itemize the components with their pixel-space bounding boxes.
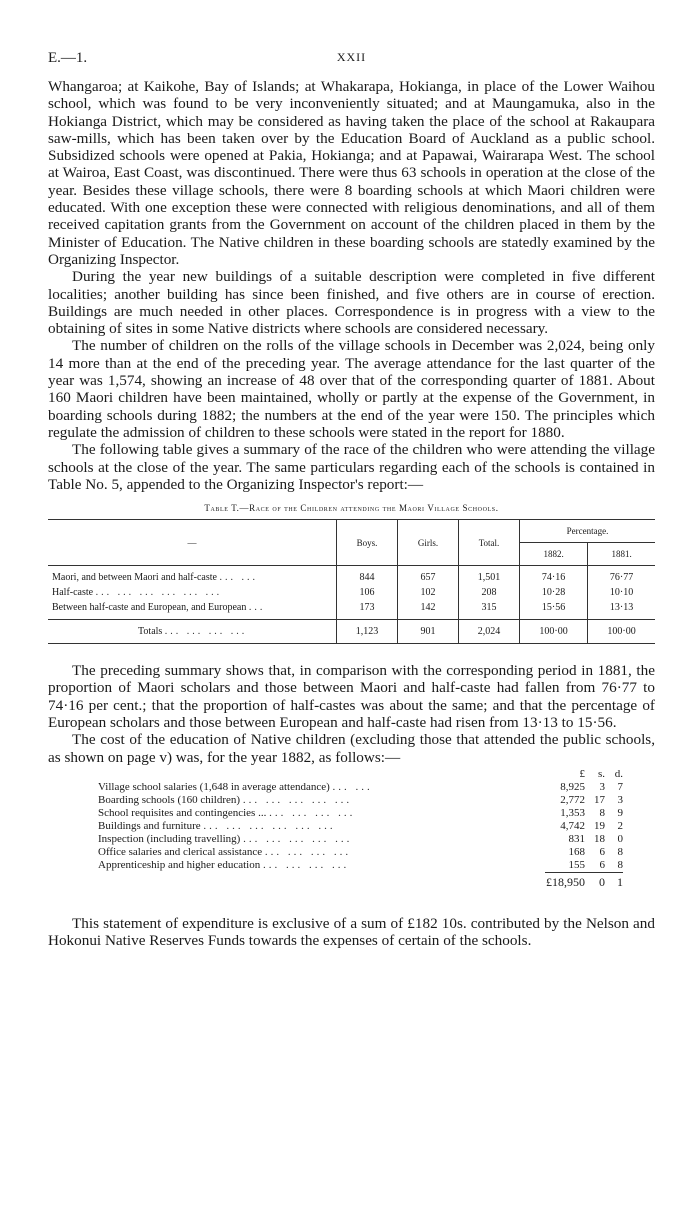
cost-item: Office salaries and clerical assistance: [98, 845, 263, 858]
cost-shillings: 19: [594, 819, 605, 832]
paragraph-1: Whangaroa; at Kaikohe, Bay of Islands; at Whakarapa, Hokianga, in place of the Lower Waihou school, which was found to be very inconveniently situated; and at Maungamuka, also in the Hokianga District, which may be considered as having taken the place of the school at Rakaupara saw-mills, which has been taken over by the Education Board of Auckland as a public school. Subsidized schools were opened at Pakia, Hokianga; and at Papawai, Wairarapa West. The school at Wairoa, East Coast, was discontinued. There were thus 63 schools in operation at the close of the year. Besides these village schools, there were 8 boarding schools at which Maori children were educated. With one exception these were connected with religious denominations, and all of them received capitation grants from the Government on account of the children placed in them by the Minister of Education. The Native children in these boarding schools are statedly examined by the Organizing Inspector.: [48, 78, 655, 268]
cost-units-row: [98, 768, 623, 781]
total-1881: 100·00: [588, 620, 655, 644]
cell-total: 1,501: [459, 566, 520, 586]
header-blank: —: [48, 520, 337, 566]
cost-item: Buildings and furniture: [98, 819, 201, 832]
unit-pence: d.: [614, 767, 623, 780]
cost-table: [98, 768, 623, 889]
cost-pounds: 168: [568, 845, 585, 858]
cost-pence: 0: [617, 832, 623, 845]
cost-total-shillings: 0: [585, 872, 605, 889]
header-1882: 1882.: [520, 543, 588, 566]
cost-item: Inspection (including travelling): [98, 832, 241, 845]
cell-1881: 13·13: [588, 600, 655, 620]
cost-shillings: 18: [594, 832, 605, 845]
header-percentage: Percentage.: [520, 520, 656, 543]
race-table: [48, 519, 655, 644]
paragraph-3: The number of children on the rolls of the village schools in December was 2,024, being only 14 more than at the end of the preceding year. The average attendance for the last quarter of the year was 1,574, showing an increase of 48 over that of the corresponding quarter of 1881. About 160 Maori children have been maintained, wholly or partly at the expense of the Government, in boarding schools during 1882; the numbers at the end of the year were 150. The principles which regulate the admission of children to these schools were stated in the report for 1880.: [48, 337, 655, 441]
paragraph-5: The preceding summary shows that, in comparison with the corresponding period in 1881, the proportion of Maori scholars and those between Maori and half-caste had fallen from 76·77 to 74·16 per cent.; that the proportion of half-castes was about the same; and that the percentage of European scholars and those between European and half-caste had risen from 13·13 to 15·56.: [48, 662, 655, 732]
cost-shillings: 8: [599, 806, 605, 819]
header-boys: Boys.: [337, 520, 398, 566]
unit-shillings: s.: [597, 767, 605, 780]
cost-item: Apprenticeship and higher education: [98, 859, 261, 872]
cost-pounds: 155: [568, 858, 585, 871]
cost-row: Boarding schools (160 children) ... ... ... ... ... 2,772 17 3: [98, 793, 623, 806]
cost-item: Village school salaries (1,648 in average attendance): [98, 780, 330, 793]
cost-item: School requisites and contingencies ...: [98, 806, 267, 819]
cost-pence: 2: [617, 819, 623, 832]
totals-label: Totals: [138, 626, 163, 638]
cell-boys: 173: [337, 600, 398, 620]
cost-pence: 3: [617, 793, 623, 806]
cost-total-pence: 1: [605, 872, 623, 889]
cost-row: Buildings and furniture ... ... ... ... ... ... 4,742 19 2: [98, 819, 623, 832]
row-label: Maori, and between Maori and half-caste: [52, 572, 217, 584]
cost-pence: 8: [617, 858, 623, 871]
section-code: E.—1.: [48, 50, 88, 66]
cell-girls: 102: [398, 585, 459, 600]
closing-paragraph: This statement of expenditure is exclusive of a sum of £182 10s. contributed by the Nelson and Hokonui Native Reserves Funds towards the expenses of certain of the schools.: [48, 914, 655, 950]
cell-girls: 142: [398, 600, 459, 620]
cost-row: Village school salaries (1,648 in average attendance) ... ... 8,925 3 7: [98, 780, 623, 793]
cost-pounds: 831: [568, 832, 585, 845]
cell-1882: 74·16: [520, 566, 588, 586]
cost-pence: 9: [617, 806, 623, 819]
race-table-title: Table T.—Race of the Children attending the Maori Village Schools.: [204, 503, 499, 514]
cost-pounds: 2,772: [560, 793, 585, 806]
cost-row: Apprenticeship and higher education ... ... ... ... 155 6 8: [98, 858, 623, 872]
cost-shillings: 6: [599, 845, 605, 858]
cost-pounds: 1,353: [560, 806, 585, 819]
total-1882: 100·00: [520, 620, 588, 644]
cell-1881: 76·77: [588, 566, 655, 586]
document-page: [48, 50, 655, 950]
cost-total-row: [98, 872, 623, 889]
table-row: Maori, and between Maori and half-caste ... ... 844 657 1,501 74·16 76·77: [48, 566, 655, 586]
cell-1882: 15·56: [520, 600, 588, 620]
totals-row: Totals ... ... ... ... 1,123 901 2,024 100·00 100·00: [48, 620, 655, 644]
row-label: Half-caste: [52, 587, 94, 599]
cost-pence: 8: [617, 845, 623, 858]
cost-shillings: 3: [599, 780, 605, 793]
cell-1881: 10·10: [588, 585, 655, 600]
header-total: Total.: [459, 520, 520, 566]
total-boys: 1,123: [337, 620, 398, 644]
cell-girls: 657: [398, 566, 459, 586]
cost-total-pounds: £18,950: [545, 872, 585, 889]
cost-row: School requisites and contingencies ... ... ... ... ... 1,353 8 9: [98, 806, 623, 819]
cell-boys: 844: [337, 566, 398, 586]
header-girls: Girls.: [398, 520, 459, 566]
total-girls: 901: [398, 620, 459, 644]
row-label: Between half-caste and European, and European: [52, 602, 247, 614]
cell-boys: 106: [337, 585, 398, 600]
cost-row: Inspection (including travelling) ... ... ... ... ... 831 18 0: [98, 832, 623, 845]
page-number: XXII: [336, 50, 367, 64]
cost-shillings: 17: [594, 793, 605, 806]
cost-pounds: 8,925: [560, 780, 585, 793]
cost-shillings: 6: [599, 858, 605, 871]
cell-1882: 10·28: [520, 585, 588, 600]
unit-pounds: £: [579, 767, 585, 780]
table-row: Half-caste ... ... ... ... ... ... 106 102 208 10·28 10·10: [48, 585, 655, 600]
cost-pounds: 4,742: [560, 819, 585, 832]
paragraph-4: The following table gives a summary of the race of the children who were attending the village schools at the close of the year. The same particulars regarding each of the schools is contained in Table No. 5, appended to the Organizing Inspector's report:—: [48, 441, 655, 493]
cost-row: Office salaries and clerical assistance ... ... ... ... 168 6 8: [98, 845, 623, 858]
header-1881: 1881.: [588, 543, 655, 566]
table-row: Between half-caste and European, and European ... 173 142 315 15·56 13·13: [48, 600, 655, 620]
paragraph-2: During the year new buildings of a suitable description were completed in five different localities; another building has since been finished, and five others are in course of erection. Buildings are much needed in other places. Correspondence is in progress with a view to the obtaining of sites in some Native districts where schools are considered necessary.: [48, 268, 655, 338]
total-total: 2,024: [459, 620, 520, 644]
cell-total: 315: [459, 600, 520, 620]
cost-item: Boarding schools (160 children): [98, 793, 241, 806]
cell-total: 208: [459, 585, 520, 600]
page-header: [48, 50, 655, 78]
cost-pence: 7: [617, 780, 623, 793]
paragraph-6: The cost of the education of Native children (excluding those that attended the public schools, as shown on page v) was, for the year 1882, as follows:—: [48, 731, 655, 766]
